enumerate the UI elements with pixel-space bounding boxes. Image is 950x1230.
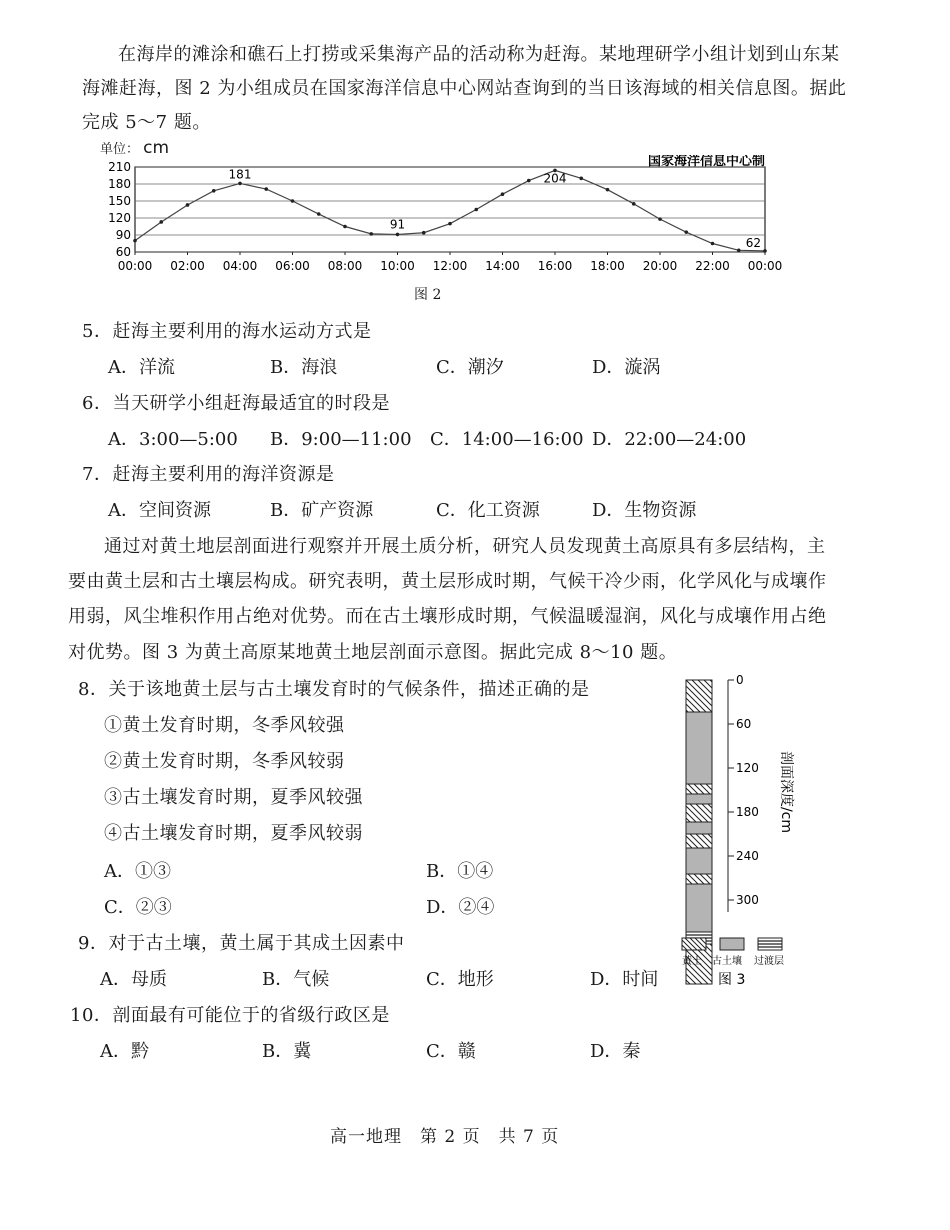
layer-paleosol-1: [686, 712, 712, 784]
tide-point: [501, 192, 505, 196]
tide-point: [343, 225, 347, 229]
q5-stem: 5．赶海主要利用的海水运动方式是: [82, 321, 372, 342]
legend-label-paleosol: 古土壤: [712, 956, 742, 967]
depth-tick-240: 240: [736, 849, 759, 863]
tide-point: [658, 217, 662, 221]
q8-stem: 8．关于该地黄土层与古土壤发育时的气候条件，描述正确的是: [78, 679, 590, 700]
tide-point: [527, 179, 531, 183]
page-footer: 高一地理 第 2 页 共 7 页: [330, 1127, 560, 1147]
q8-item-1: ①黄土发育时期，冬季风较强: [104, 715, 345, 736]
tide-point: [763, 249, 767, 253]
legend-label-loess: 黄土: [682, 956, 702, 967]
q8-option-c: C．②③: [104, 897, 172, 918]
tide-point: [422, 231, 426, 235]
tide-point: [238, 182, 242, 186]
y-tick-120: 120: [108, 211, 131, 225]
chart-x-ticks: [118, 259, 783, 273]
x-tick-8: 16:00: [537, 259, 573, 273]
x-tick-2: 04:00: [222, 259, 258, 273]
tide-point: [212, 189, 216, 193]
unit-label: 单位：: [100, 142, 140, 157]
layer-loess-4: [686, 834, 712, 848]
tide-line: [135, 170, 765, 250]
q5-option-c: C．潮汐: [436, 357, 504, 378]
q6-option-b: B．9:00—11:00: [270, 429, 412, 450]
chart-source: 国家海洋信息中心制: [647, 155, 765, 169]
x-tick-7: 14:00: [485, 259, 520, 273]
q8-option-d: D．②④: [426, 897, 495, 918]
q7-option-b: B．矿产资源: [270, 500, 374, 521]
q10-stem: 10．剖面最有可能位于的省级行政区是: [70, 1005, 390, 1026]
depth-tick-120: 120: [736, 761, 759, 775]
q9-option-b: B．气候: [262, 969, 330, 990]
legend-swatch-loess: [682, 938, 706, 950]
chart-y-ticks: [108, 160, 131, 259]
q6-stem: 6．当天研学小组赶海最适宜的时段是: [82, 393, 390, 414]
tide-point: [632, 202, 636, 206]
q6-option-a: A．3:00—5:00: [108, 429, 238, 450]
intro1-line1: 在海岸的滩涂和礁石上打捞或采集海产品的活动称为赶海。某地理研学小组计划到山东某: [118, 44, 840, 65]
x-tick-0: 00:00: [117, 259, 153, 273]
y-tick-180: 180: [108, 177, 131, 191]
unit-value: cm: [143, 138, 170, 158]
q5-option-a: A．洋流: [108, 357, 175, 378]
fig2-caption: 图 2: [414, 287, 442, 303]
q8-option-a: A．①③: [104, 861, 171, 882]
y-tick-210: 210: [108, 160, 131, 174]
tide-point: [159, 220, 163, 224]
layer-paleosol-3: [686, 822, 712, 834]
q8-item-3: ③古土壤发育时期，夏季风较强: [104, 787, 363, 808]
tide-point: [448, 222, 452, 226]
q9-option-c: C．地形: [426, 969, 494, 990]
tide-point: [369, 232, 373, 236]
layer-loess-2: [686, 784, 712, 794]
layer-loess-1: [686, 680, 712, 712]
depth-tick-300: 300: [736, 893, 759, 907]
q7-option-d: D．生物资源: [592, 500, 697, 521]
tide-chart: [100, 155, 790, 277]
x-tick-4: 08:00: [327, 259, 363, 273]
q9-option-d: D．时间: [590, 969, 659, 990]
x-tick-10: 20:00: [642, 259, 678, 273]
y-tick-90: 90: [115, 228, 131, 242]
q6-option-c: C．14:00—16:00: [430, 429, 584, 450]
q8-item-2: ②黄土发育时期，冬季风较弱: [104, 751, 345, 772]
y-tick-150: 150: [108, 194, 131, 208]
q10-option-c: C．赣: [426, 1041, 476, 1062]
tide-point: [711, 242, 715, 246]
depth-tick-180: 180: [736, 805, 759, 819]
tide-point: [396, 233, 400, 237]
q7-option-a: A．空间资源: [108, 500, 211, 521]
tide-point: [291, 199, 295, 203]
x-tick-11: 22:00: [695, 259, 730, 273]
legend-label-transition: 过渡层: [754, 956, 784, 967]
tide-point: [133, 239, 137, 243]
intro1-line2: 海滩赶海，图 2 为小组成员在国家海洋信息中心网站查询到的当日该海域的相关信息图。据此: [82, 78, 847, 99]
fig3-caption: 图 3: [718, 972, 746, 988]
q5-option-b: B．海浪: [270, 357, 338, 378]
layer-loess-3: [686, 804, 712, 822]
legend-swatch-paleosol: [720, 938, 744, 950]
q8-item-4: ④古土壤发育时期，夏季风较弱: [104, 823, 363, 844]
q7-option-c: C．化工资源: [436, 500, 540, 521]
q10-option-d: D．秦: [590, 1041, 641, 1062]
layer-paleosol-5: [686, 884, 712, 932]
intro2-line1: 通过对黄土地层剖面进行观察并开展土质分析，研究人员发现黄土高原具有多层结构，主: [104, 536, 826, 557]
annotation-62: 62: [745, 235, 761, 250]
q8-option-b: B．①④: [426, 861, 494, 882]
depth-axis-label: 剖面深度/cm: [778, 750, 794, 834]
tide-point: [474, 208, 478, 212]
tide-point: [186, 203, 190, 207]
tide-point: [317, 212, 321, 216]
layer-loess-5: [686, 874, 712, 884]
q9-stem: 9．对于古土壤，黄土属于其成土因素中: [78, 933, 405, 954]
annotation-204: 204: [543, 171, 567, 186]
q7-stem: 7．赶海主要利用的海洋资源是: [82, 464, 335, 485]
y-tick-60: 60: [115, 245, 131, 259]
q10-option-b: B．冀: [262, 1041, 312, 1062]
x-tick-9: 18:00: [590, 259, 625, 273]
x-tick-12: 00:00: [747, 259, 783, 273]
annotation-181: 181: [228, 167, 252, 182]
tide-point: [684, 230, 688, 234]
intro2-line3: 用弱，风尘堆积作用占绝对优势。而在古土壤形成时期，气候温暖湿润，风化与成壤作用占绝: [68, 606, 827, 627]
layer-paleosol-2: [686, 794, 712, 804]
q5-option-d: D．漩涡: [592, 357, 661, 378]
q10-option-a: A．黔: [100, 1041, 149, 1062]
layer-paleosol-4: [686, 848, 712, 874]
annotation-91: 91: [389, 217, 406, 232]
depth-tick-60: 60: [736, 717, 752, 731]
intro2-line2: 要由黄土层和古土壤层构成。研究表明，黄土层形成时期，气候干冷少雨，化学风化与成壤作: [68, 571, 827, 592]
tide-point: [579, 177, 583, 181]
q9-option-a: A．母质: [100, 969, 167, 990]
tide-point: [737, 249, 741, 253]
x-tick-1: 02:00: [170, 259, 205, 273]
tide-point: [264, 187, 268, 191]
fig3-legend: [676, 934, 796, 990]
q6-option-d: D．22:00—24:00: [592, 429, 747, 450]
x-tick-5: 10:00: [380, 259, 415, 273]
x-tick-6: 12:00: [432, 259, 468, 273]
x-tick-3: 06:00: [275, 259, 310, 273]
depth-tick-0: 0: [736, 673, 744, 687]
intro2-line4: 对优势。图 3 为黄土高原某地黄土地层剖面示意图。据此完成 8～10 题。: [68, 642, 678, 663]
intro1-line3: 完成 5～7 题。: [82, 112, 211, 133]
tide-point: [606, 188, 610, 192]
